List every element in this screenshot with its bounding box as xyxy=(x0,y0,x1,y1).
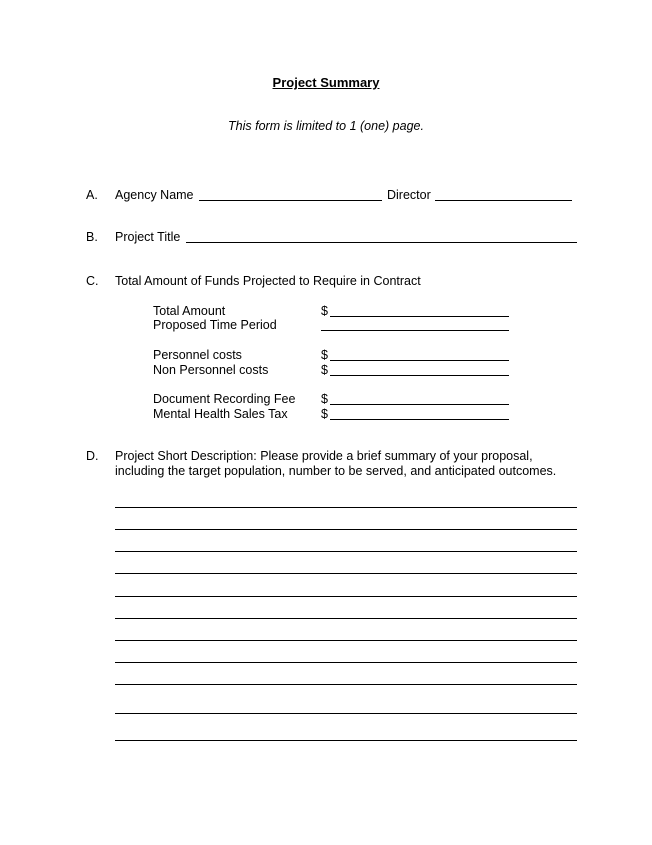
section-a-letter: A. xyxy=(86,188,98,202)
personnel-costs-label: Personnel costs xyxy=(153,348,242,362)
answer-line[interactable] xyxy=(115,713,577,714)
non-personnel-costs-dollar: $ xyxy=(321,363,328,377)
project-title-field[interactable] xyxy=(186,242,577,243)
project-title-label: Project Title xyxy=(115,230,181,244)
form-subtitle: This form is limited to 1 (one) page. xyxy=(228,119,424,133)
director-field[interactable] xyxy=(435,200,572,201)
recording-fee-field[interactable] xyxy=(330,404,509,405)
sales-tax-dollar: $ xyxy=(321,407,328,421)
total-amount-field[interactable] xyxy=(330,316,509,317)
non-personnel-costs-field[interactable] xyxy=(330,375,509,376)
time-period-field[interactable] xyxy=(321,330,509,331)
time-period-label: Proposed Time Period xyxy=(153,318,277,332)
total-amount-label: Total Amount xyxy=(153,304,226,318)
answer-line[interactable] xyxy=(115,551,577,552)
personnel-costs-dollar: $ xyxy=(321,348,328,362)
answer-line[interactable] xyxy=(115,573,577,574)
sales-tax-field[interactable] xyxy=(330,419,509,420)
answer-line[interactable] xyxy=(115,529,577,530)
section-d-letter: D. xyxy=(86,449,99,463)
funds-heading: Total Amount of Funds Projected to Require in Contract xyxy=(115,274,421,288)
answer-line[interactable] xyxy=(115,640,577,641)
section-c-letter: C. xyxy=(86,274,99,288)
answer-line[interactable] xyxy=(115,596,577,597)
personnel-costs-field[interactable] xyxy=(330,360,509,361)
answer-line[interactable] xyxy=(115,507,577,508)
description-instructions-1: Project Short Description: Please provide a brief summary of your proposal, xyxy=(115,449,533,463)
agency-name-label: Agency Name xyxy=(115,188,194,202)
agency-name-field[interactable] xyxy=(199,200,382,201)
sales-tax-label: Mental Health Sales Tax xyxy=(153,407,288,421)
page-title: Project Summary xyxy=(272,75,380,90)
recording-fee-label: Document Recording Fee xyxy=(153,392,296,406)
description-instructions-2: including the target population, number to be served, and anticipated outcomes. xyxy=(115,464,557,478)
answer-line[interactable] xyxy=(115,684,577,685)
total-amount-dollar: $ xyxy=(321,304,328,318)
answer-line[interactable] xyxy=(115,618,577,619)
section-b-letter: B. xyxy=(86,230,98,244)
answer-line[interactable] xyxy=(115,740,577,741)
director-label: Director xyxy=(387,188,431,202)
non-personnel-costs-label: Non Personnel costs xyxy=(153,363,269,377)
answer-line[interactable] xyxy=(115,662,577,663)
recording-fee-dollar: $ xyxy=(321,392,328,406)
